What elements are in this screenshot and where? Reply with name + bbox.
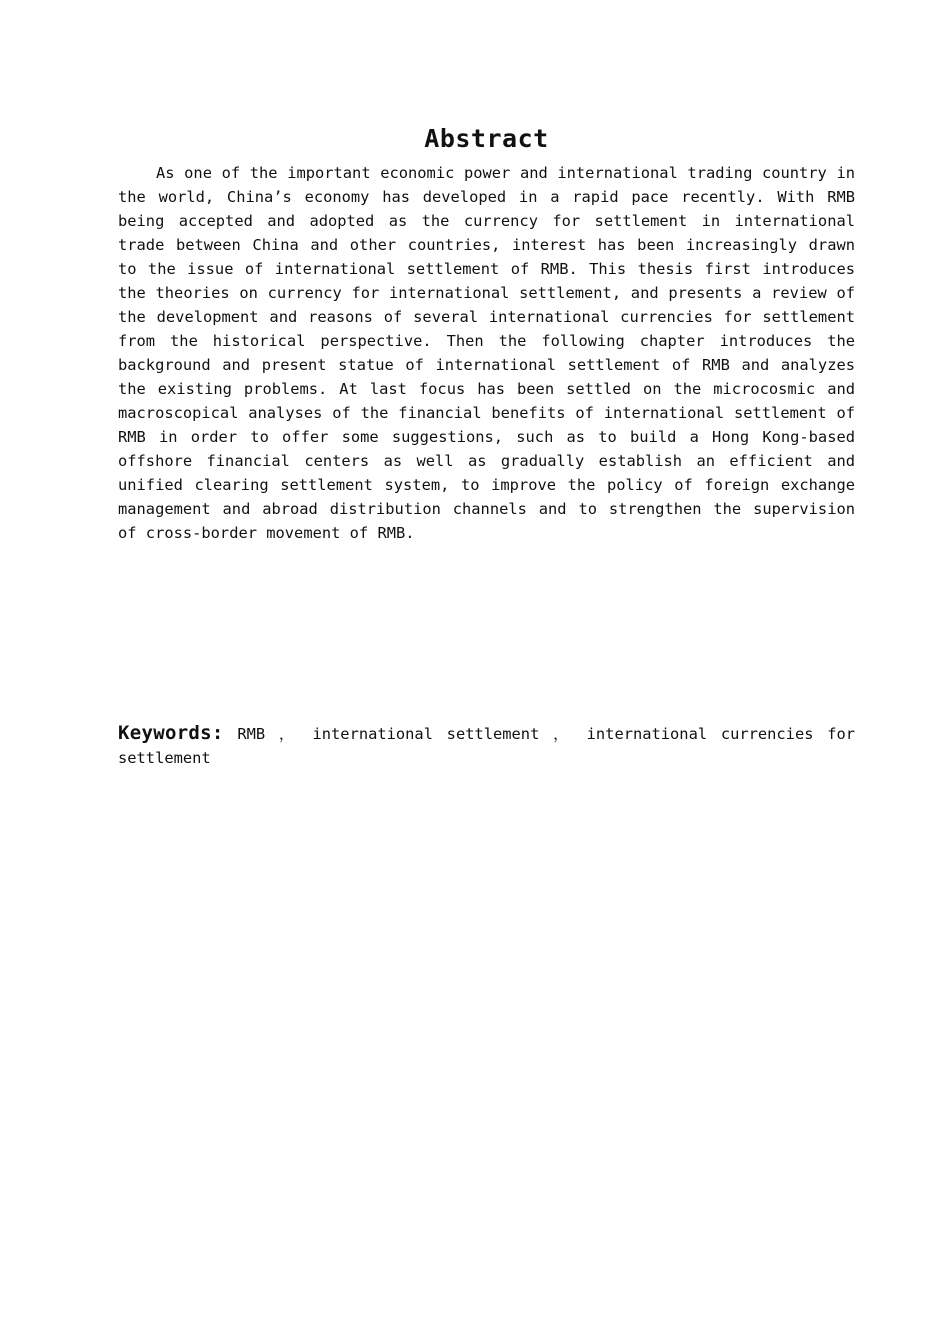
keyword-separator: ， bbox=[539, 725, 587, 743]
abstract-paragraph: As one of the important economic power and international trading country in the world, China’s economy has developed in a rapid pace recently. With RMB being accepted and adopted as the currency for settlement in international trade between China and other countries, interest has been increasingly drawn to the issue of international settlement of RMB. This thesis first introduces the theories on currency for international settlement, and presents a review of the development and reasons of several international currencies for settlement from the historical perspective. Then the following chapter introduces the background and present statue of international settlement of RMB and analyzes the existing problems. At last focus has been settled on the microcosmic and macroscopical analyses of the financial benefits of international settlement of RMB in order to offer some suggestions, such as to build a Hong Kong-based offshore financial centers as well as gradually establish an efficient and unified clearing settlement system, to improve the policy of foreign exchange management and abroad distribution channels and to strengthen the supervision of cross-border movement of RMB. bbox=[118, 164, 855, 542]
abstract-title: Abstract bbox=[424, 124, 549, 153]
keyword-item: international settlement bbox=[312, 725, 540, 743]
keyword-item: RMB bbox=[237, 725, 266, 743]
keyword-separator: ， bbox=[265, 725, 313, 743]
keyword-item: international currencies for settlement bbox=[118, 725, 855, 767]
keywords-line bbox=[118, 721, 855, 770]
keywords-label: Keywords: bbox=[118, 722, 224, 744]
